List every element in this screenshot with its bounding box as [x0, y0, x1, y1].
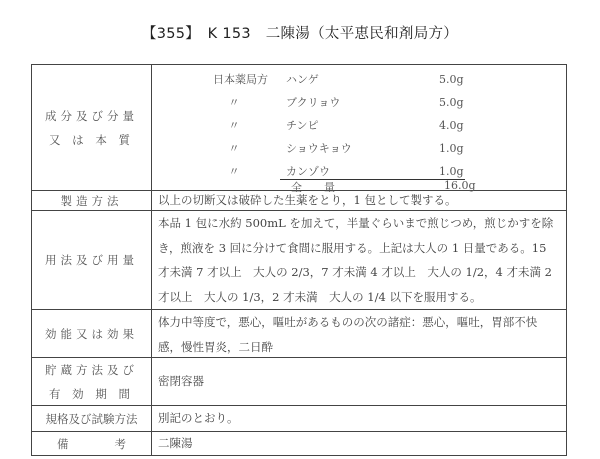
label-line: 又 は 本 質	[49, 132, 134, 147]
ingredient-amount: 5.0g	[439, 96, 464, 109]
total-line	[157, 179, 557, 199]
dosage-value: 本品 1 包に水約 500mL を加えて，半量ぐらいまで煎じつめ，煎じかすを除き，煎液を 3 回に分けて食間に服用する。上記は大人の 1 日量である。15 才未満 7 才以上 大人の 2/3，7 才未満 4 才以上 大人の 1/2，4 才未満 2 才以上 大人の 1/3，2 才未満 大人の 1/4 以下を服用する。	[158, 216, 554, 304]
storage-row	[32, 357, 566, 405]
ingredient-item	[152, 68, 566, 90]
ingredient-source: 〃	[228, 119, 240, 132]
ingredient-name: カンゾウ	[286, 165, 330, 178]
ingredient-source: 〃	[228, 142, 240, 155]
label-line: 貯蔵方法及び	[45, 362, 138, 377]
ingredient-item	[152, 137, 566, 159]
document-title: 【355】 K 153 二陳湯（太平恵民和剤局方）	[141, 26, 459, 42]
ingredient-amount: 1.0g	[439, 165, 464, 178]
remarks-value: 二陳湯	[158, 436, 193, 450]
ingredient-source: 〃	[228, 165, 240, 178]
efficacy-row	[32, 309, 566, 357]
storage-label	[32, 358, 152, 405]
ingredient-name: ブクリョウ	[286, 96, 341, 109]
ingredient-source: 日本薬局方	[213, 73, 268, 86]
total-label: 全 量	[291, 181, 335, 194]
efficacy-value: 体力中等度で，悪心，嘔吐があるものの次の諸症：悪心，嘔吐，胃部不快感，慢性胃炎，二日酔	[158, 315, 538, 354]
ingredient-name: ショウキョウ	[286, 142, 352, 155]
ingredient-name: ハンゲ	[286, 73, 319, 86]
total-amount: 16.0g	[444, 179, 476, 192]
remarks-row	[32, 431, 566, 455]
efficacy-label: 効能又は効果	[32, 310, 152, 357]
dosage-label: 用法及び用量	[32, 211, 152, 309]
ingredient-item	[152, 114, 566, 136]
remarks-label: 備 考	[32, 432, 152, 455]
ingredients-label	[32, 65, 152, 190]
manufacturing-label: 製造方法	[32, 191, 152, 210]
specs-label: 規格及び試験方法	[32, 406, 152, 431]
ingredient-source: 〃	[228, 96, 240, 109]
ingredient-amount: 5.0g	[439, 73, 464, 86]
ingredient-name: チンピ	[286, 119, 319, 132]
label-line: 成分及び分量	[45, 108, 138, 123]
ingredient-item	[152, 91, 566, 113]
ingredient-amount: 4.0g	[439, 119, 464, 132]
specs-row	[32, 405, 566, 431]
label-line: 有 効 期 間	[49, 386, 134, 401]
ingredients-row	[32, 65, 566, 190]
ingredients-list	[152, 65, 566, 190]
dosage-row	[32, 210, 566, 309]
manufacturing-value: 以上の切断又は破砕した生薬をとり，1 包として製する。	[158, 193, 457, 207]
ingredient-amount: 1.0g	[439, 142, 464, 155]
formula-table	[31, 64, 567, 456]
storage-value: 密閉容器	[158, 374, 204, 389]
specs-value: 別記のとおり。	[158, 411, 239, 425]
